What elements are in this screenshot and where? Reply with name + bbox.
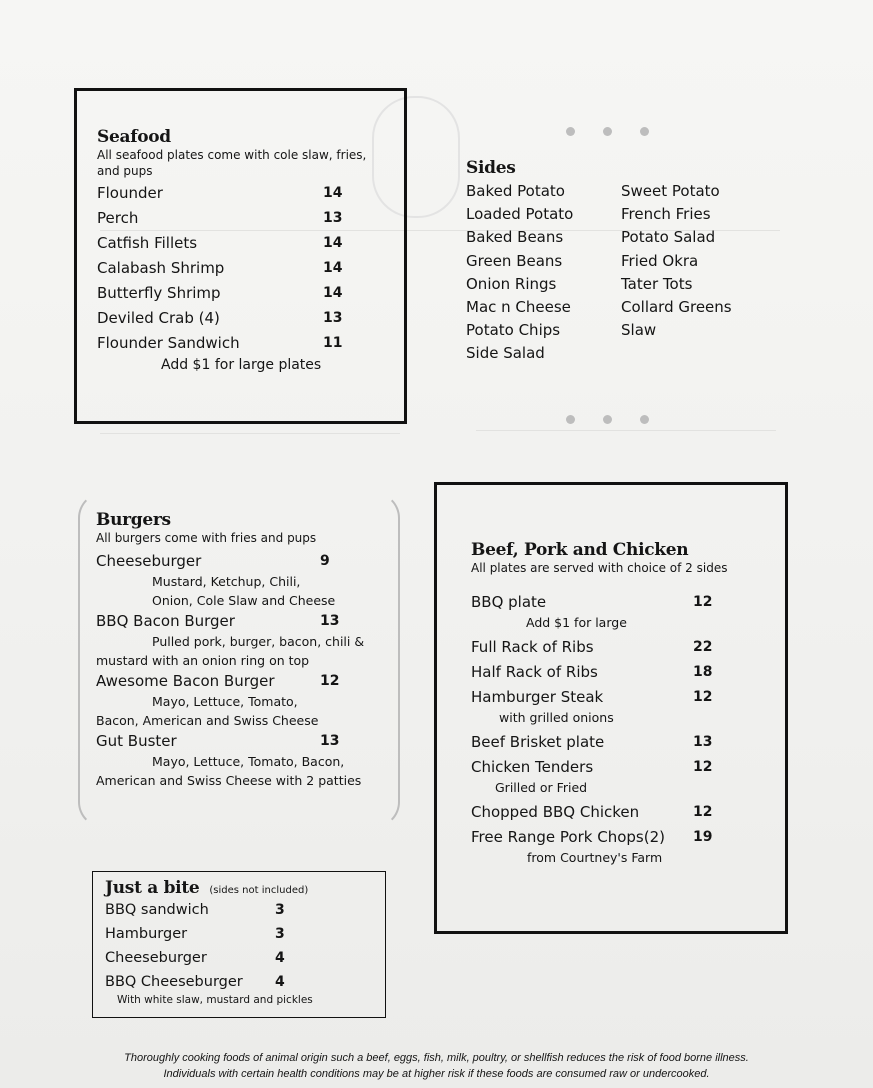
side-item: Baked Potato	[466, 182, 565, 200]
seafood-footer-note: Add $1 for large plates	[161, 357, 322, 373]
menu-item: Flounder Sandwich 11	[97, 334, 343, 352]
side-item: Green Beans	[466, 251, 563, 270]
item-description: Bacon, American and Swiss Cheese	[96, 713, 319, 728]
food-safety-disclaimer	[40, 1050, 833, 1082]
menu-item: Perch 13	[97, 209, 343, 227]
menu-item: Hamburger Steak 12	[471, 688, 713, 706]
side-item: Mac n Cheese	[466, 297, 571, 316]
item-description: Mayo, Lettuce, Tomato, Bacon,	[152, 754, 345, 769]
burgers-section	[78, 492, 400, 828]
menu-item: Flounder 14	[97, 184, 343, 202]
item-description: Grilled or Fried	[495, 780, 588, 795]
side-item: Baked Beans	[466, 228, 564, 247]
item-description: American and Swiss Cheese with 2 patties	[96, 773, 362, 788]
burgers-note: All burgers come with fries and pups	[96, 531, 317, 545]
side-item: Sweet Potato	[621, 182, 720, 200]
beef-title: Beef, Pork and Chicken	[471, 540, 689, 560]
beef-pork-chicken-section	[434, 482, 788, 934]
menu-item: Chicken Tenders 12	[471, 758, 713, 776]
seafood-title: Seafood	[97, 127, 171, 147]
menu-item: Cheeseburger 9	[96, 552, 330, 570]
side-item: Onion Rings	[466, 274, 557, 293]
side-item: Potato Salad	[621, 228, 716, 247]
item-description: Mayo, Lettuce, Tomato,	[152, 694, 298, 709]
item-description: with grilled onions	[499, 710, 614, 725]
menu-item: Gut Buster 13	[96, 732, 340, 750]
menu-item: BBQ Bacon Burger 13	[96, 612, 340, 630]
burgers-title: Burgers	[96, 510, 171, 530]
side-item: Collard Greens	[621, 297, 732, 316]
beef-note: All plates are served with choice of 2 sides	[471, 561, 728, 575]
menu-item: Awesome Bacon Burger 12	[96, 672, 340, 690]
menu-item: BBQ sandwich 3	[105, 902, 285, 918]
disclaimer-line: Individuals with certain health conditions may be at higher risk if these foods are consumed raw or undercooked.	[163, 1068, 710, 1080]
side-item: French Fries	[621, 205, 711, 224]
item-description: mustard with an onion ring on top	[96, 653, 310, 668]
ghost-divider	[100, 433, 400, 434]
side-item: Tater Tots	[621, 274, 693, 293]
seafood-section	[74, 88, 407, 424]
side-item: Side Salad	[466, 344, 545, 363]
disclaimer-line: Thoroughly cooking foods of animal origin such a beef, eggs, fish, milk, poultry, or shellfish reduces the risk of food borne illness.	[124, 1052, 749, 1064]
ghost-divider	[476, 430, 776, 431]
menu-item: BBQ plate 12	[471, 593, 713, 611]
menu-item: Chopped BBQ Chicken 12	[471, 803, 713, 821]
sides-section	[466, 158, 776, 366]
item-description: Pulled pork, burger, bacon, chili &	[152, 634, 365, 649]
just-a-bite-section	[92, 871, 386, 1018]
menu-item: Half Rack of Ribs 18	[471, 663, 713, 681]
menu-item: Deviled Crab (4) 13	[97, 309, 343, 327]
side-item: Loaded Potato	[466, 205, 574, 224]
seafood-note: All seafood plates come with cole slaw, fries, and pups	[97, 148, 367, 178]
side-item: Fried Okra	[621, 251, 699, 270]
sides-column	[466, 180, 621, 366]
menu-item: Hamburger 3	[105, 926, 285, 942]
item-description: Mustard, Ketchup, Chili,	[152, 574, 301, 589]
menu-item: Beef Brisket plate 13	[471, 733, 713, 751]
item-description: from Courtney's Farm	[527, 850, 663, 865]
side-item: Potato Chips	[466, 321, 561, 340]
side-item: Slaw	[621, 321, 657, 340]
sides-title: Sides	[466, 158, 516, 178]
item-description: Add $1 for large	[526, 615, 627, 630]
divider-dots	[566, 127, 649, 136]
bite-title: Just a bite	[105, 878, 200, 898]
menu-item: Cheeseburger 4	[105, 950, 285, 966]
item-description: Onion, Cole Slaw and Cheese	[152, 593, 336, 608]
menu-item: Free Range Pork Chops(2) 19	[471, 828, 713, 846]
divider-dots	[566, 415, 649, 424]
bite-subtitle: (sides not included)	[209, 885, 309, 896]
menu-item: Full Rack of Ribs 22	[471, 638, 713, 656]
bite-note: With white slaw, mustard and pickles	[117, 994, 313, 1006]
menu-item: Catfish Fillets 14	[97, 234, 343, 252]
menu-item: Calabash Shrimp 14	[97, 259, 343, 277]
menu-item: BBQ Cheeseburger 4	[105, 974, 285, 990]
sides-column	[621, 180, 776, 366]
menu-item: Butterfly Shrimp 14	[97, 284, 343, 302]
